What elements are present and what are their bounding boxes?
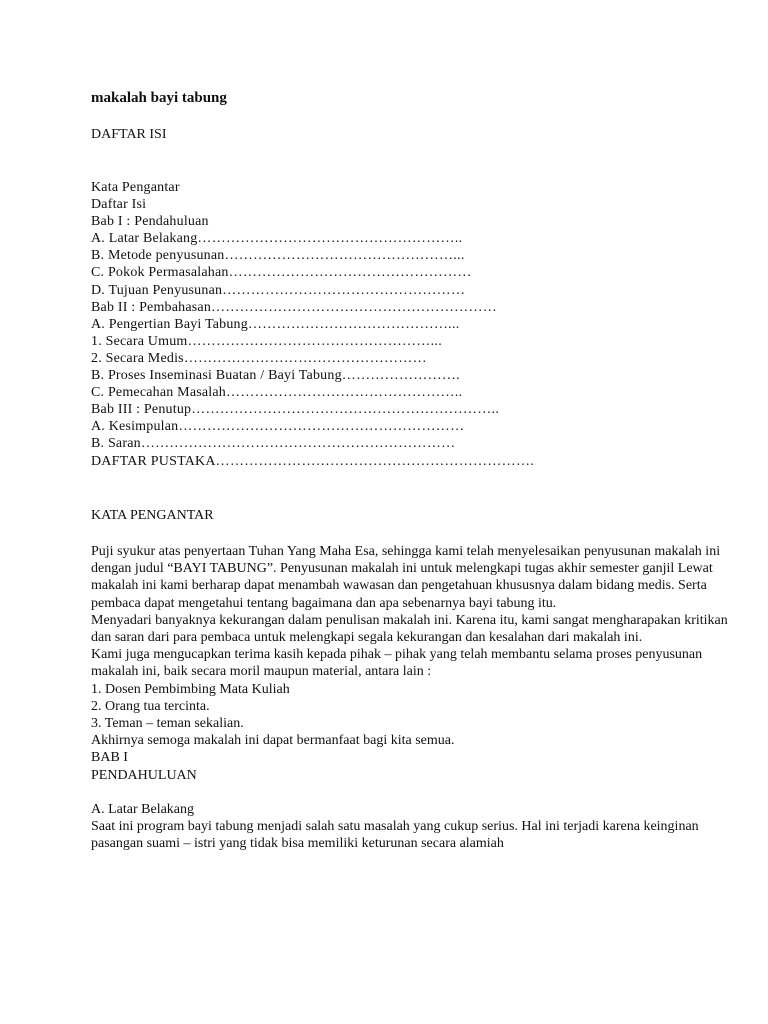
thanks-list-item: 3. Teman – teman sekalian. (91, 716, 244, 732)
toc-entry-label: C. Pemecahan Masalah (91, 385, 227, 401)
toc-entry-leader: ……………………………………………... (187, 333, 442, 349)
toc-entry-leader: …………………………………………… (183, 350, 427, 366)
toc-entry (91, 367, 534, 384)
table-of-contents-heading: DAFTAR ISI (91, 127, 167, 142)
toc-entry (91, 384, 534, 401)
kata-pengantar-paragraph-2: Menyadari banyaknya kekurangan dalam penulisan makalah ini. Karena itu, kami sangat mengharapakan kritikan dan saran dari para pembaca untuk melengkapi segala kekurangan dan kesalahan dari makalah ini. (91, 612, 728, 646)
toc-entry (91, 179, 534, 196)
toc-entry-leader: …………………………………………………… (211, 299, 498, 315)
toc-entry-label: B. Saran (91, 436, 141, 452)
paragraph-spacer (91, 784, 731, 801)
toc-entry-label: B. Metode penyusunan (91, 248, 225, 264)
toc-entry-label: Daftar Isi (91, 197, 147, 213)
toc-entry (91, 435, 534, 452)
kata-pengantar-heading: KATA PENGANTAR (91, 508, 214, 523)
toc-entry-leader: ……………………………………………….. (197, 231, 463, 247)
toc-entry (91, 418, 534, 435)
toc-entry-leader: ………………………………………….. (226, 385, 463, 401)
toc-entry (91, 453, 534, 470)
toc-entry-leader: …………………………………………… (222, 282, 466, 298)
toc-entry-leader: …………………………………………………… (178, 419, 465, 435)
toc-entry-label: C. Pokok Permasalahan (91, 265, 229, 281)
toc-entry-label: A. Pengertian Bayi Tabung (91, 316, 248, 332)
toc-entry-leader: …………………………………………… (228, 265, 472, 281)
toc-entry (91, 196, 534, 213)
toc-entry-label: D. Tujuan Penyusunan (91, 282, 223, 298)
toc-entry-leader: ……………………………………... (247, 316, 460, 332)
toc-entry (91, 282, 534, 299)
toc-entry-label: Bab III : Penutup (91, 402, 192, 418)
toc-entry (91, 333, 534, 350)
toc-entry (91, 247, 534, 264)
toc-entry-label: 2. Secara Medis (91, 350, 184, 366)
kata-pengantar-body (91, 543, 731, 853)
kata-pengantar-paragraph-3: Kami juga mengucapkan terima kasih kepada pihak – pihak yang telah membantu selama proses penyusunan makalah ini, baik secara moril maupun material, antara lain : (91, 647, 703, 680)
toc-entry-label: A. Latar Belakang (91, 231, 198, 247)
toc-entry (91, 316, 534, 333)
toc-entry-leader: ……………………. (341, 368, 460, 384)
toc-entry-label: Bab I : Pendahuluan (91, 214, 209, 230)
toc-entry-leader: ………………………………………………………… (140, 436, 456, 452)
thanks-list-item: 1. Dosen Pembimbing Mata Kuliah (91, 681, 290, 697)
toc-entry (91, 401, 534, 418)
toc-entry-label: B. Proses Inseminasi Buatan / Bayi Tabung (91, 368, 342, 384)
table-of-contents (91, 179, 534, 470)
toc-entry-label: 1. Secara Umum (91, 333, 188, 349)
toc-entry (91, 213, 534, 230)
document-title: makalah bayi tabung (91, 90, 227, 106)
chapter-label: BAB I (91, 750, 128, 766)
kata-pengantar-paragraph-1: Puji syukur atas penyertaan Tuhan Yang Maha Esa, sehingga kami telah menyelesaikan penyusunan makalah ini dengan judul “BAYI TABUNG”. Penyusunan makalah ini untuk melengkapi tugas akhir semester ganjil Lewat makalah ini kami berharap dapat menambah wawasan dan pengetahuan khususnya dalam bidang medis. Serta pembaca dapat mengetahui tentang bagaimana dan apa sebenarnya bayi tabung itu. (91, 544, 721, 611)
toc-entry-leader: …………………………………………... (224, 248, 465, 264)
toc-entry (91, 299, 534, 316)
toc-entry-label: A. Kesimpulan (91, 419, 179, 435)
closing-sentence: Akhirnya semoga makalah ini dapat bermanfaat bagi kita semua. (91, 733, 455, 749)
thanks-list-item: 2. Orang tua tercinta. (91, 698, 210, 714)
toc-entry-leader: …………………………………………………………. (215, 453, 535, 469)
toc-entry (91, 264, 534, 281)
toc-entry-label: DAFTAR PUSTAKA (91, 453, 216, 469)
toc-entry (91, 350, 534, 367)
chapter-title: PENDAHULUAN (91, 767, 197, 783)
section-paragraph: Saat ini program bayi tabung menjadi salah satu masalah yang cukup serius. Hal ini terjadi karena keinginan pasangan suami – istri yang tidak bisa memiliki keturunan secara alamiah (91, 819, 699, 852)
toc-entry-label: Bab II : Pembahasan (91, 299, 212, 315)
toc-entry (91, 230, 534, 247)
toc-entry-leader: ……………………………………………………….. (191, 402, 500, 418)
toc-entry-label: Kata Pengantar (91, 180, 180, 195)
section-heading: A. Latar Belakang (91, 802, 195, 818)
